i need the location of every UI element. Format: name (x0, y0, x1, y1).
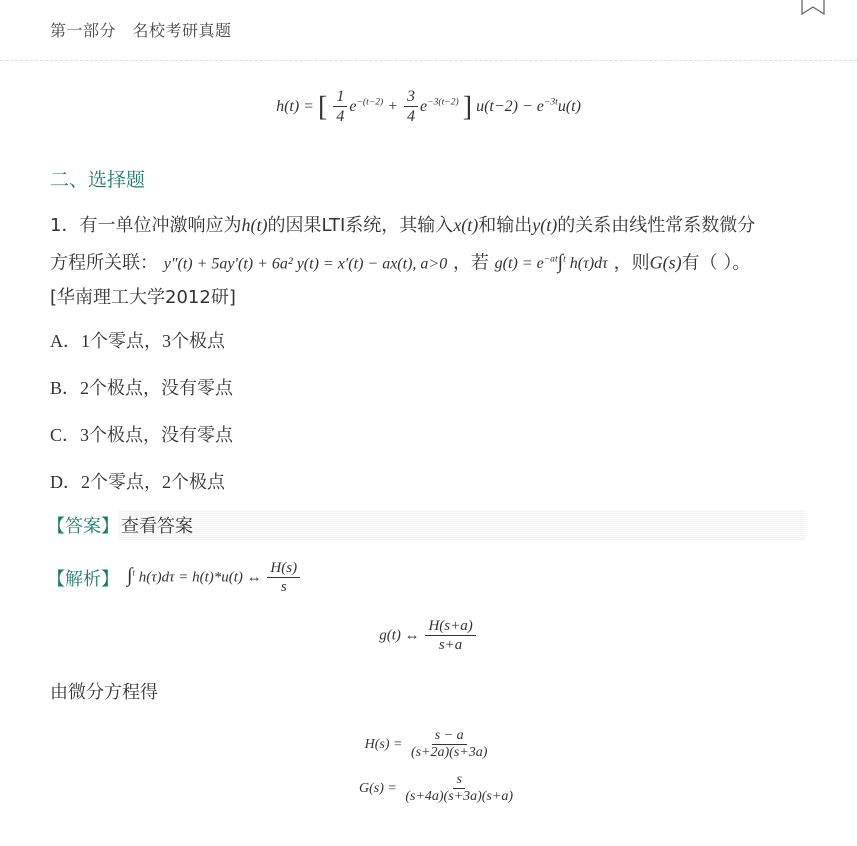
analysis-equation-2: g(t) ↔ $\frac{H(s+a)}{s+a}$ (0, 618, 857, 654)
impulse-response-equation: h(t) = [ $\frac{1}{4}$ $e^{-(t-2)}$ + $\frac{3}{4}$ $e^{-3(t-2)}$ ] $u(t-2) - e^{-3t}u(t)$ (276, 88, 581, 126)
analysis-row (47, 560, 302, 596)
question-line-2: 方程所关联： y″(t) + 5ay′(t) + 6a² y(t) = x′(t) − ax(t), a>0 ，若 $g(t) = e^{-at}\int^t$ h(τ)dτ ，则G(s)有（ ）。 (50, 251, 751, 274)
analysis-label: 【解析】 (47, 569, 119, 591)
answer-label: 【答案】 (47, 516, 119, 537)
chapter-title: 第一部分 名校考研真题 (50, 21, 232, 40)
option-d: D．2个零点，2个极点 (50, 472, 225, 492)
question-text (50, 208, 810, 315)
question-line-1: 1．有一单位冲激响应为h(t)的因果LTI系统，其输入x(t)和输出y(t)的关系由线性常系数微分 (50, 215, 756, 236)
answer-row (47, 510, 805, 540)
question-source: [华南理工大学2012研] (50, 287, 236, 309)
bookmark-icon[interactable] (801, 0, 825, 16)
answer-reveal-box[interactable] (119, 510, 805, 540)
section-heading: 二、选择题 (50, 169, 146, 191)
analysis-text: 由微分方程得 (50, 682, 158, 703)
transfer-function-G: G(s) = $\frac{s}{(s+4a)(s+3a)(s+a)}$ (358, 772, 513, 805)
view-answer-link[interactable]: 查看答案 (121, 516, 193, 537)
option-c: C．3个极点，没有零点 (50, 425, 234, 445)
page-header (0, 0, 857, 61)
transfer-function-H: H(s) = $\frac{s - a}{(s+2a)(s+3a)}$ (364, 728, 488, 761)
analysis-equation-1: ∫$^t$ h(τ)dτ = h(t)*u(t) ↔ $\frac{H(s)}{s}$ (127, 560, 302, 596)
option-a: A．1个零点，3个极点 (50, 331, 225, 351)
option-b: B．2个极点，没有零点 (50, 378, 234, 398)
